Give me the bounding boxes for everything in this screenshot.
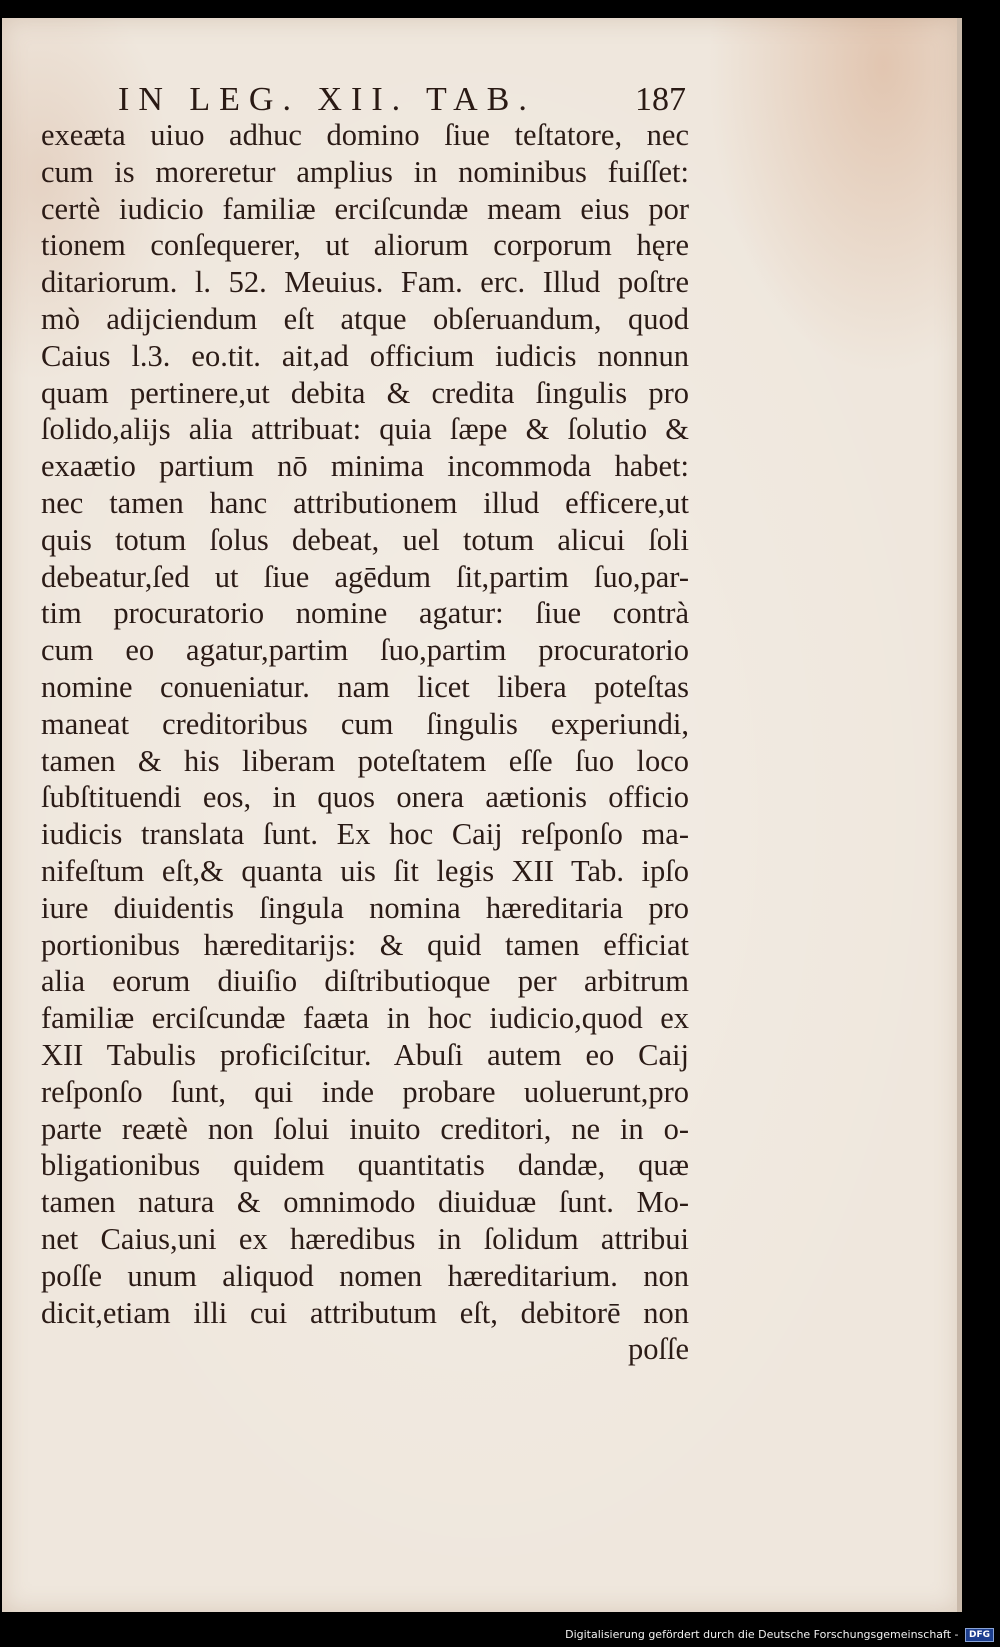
text-line: iure diuidentis ſingula nomina hæreditaria pro: [41, 890, 689, 925]
text-line: certè iudicio familiæ erciſcundæ meam eius por: [41, 191, 689, 226]
text-line: tamen & his liberam poteſtatem eſſe ſuo loco: [41, 743, 689, 778]
text-line: familiæ erciſcundæ faæta in hoc iudicio,quod ex: [41, 1001, 689, 1036]
text-line: tamen natura & omnimodo diuiduæ ſunt. Mo-: [41, 1185, 689, 1220]
text-line: alia eorum diuiſio diſtributioque per arbitrum: [41, 964, 689, 999]
text-line: exeæta uiuo adhuc domino ſiue teſtatore, nec: [41, 118, 689, 152]
text-line: mò adijciendum eſt atque obſeruandum, quod: [41, 301, 689, 336]
text-line: bligationibus quidem quantitatis dandæ, quæ: [41, 1148, 689, 1183]
text-line: nifeſtum eſt,& quanta uis ſit legis XII Tab. ipſo: [41, 853, 689, 888]
running-head-title: IN LEG. XII. TAB.: [118, 81, 536, 118]
text-line: poſſe unum aliquod nomen hæreditarium. non: [41, 1258, 689, 1293]
text-line: tionem conſequerer, ut aliorum corporum hęre: [41, 228, 689, 263]
body-text: [41, 117, 689, 1368]
text-line: cum eo agatur,partim ſuo,partim procuratorio: [41, 633, 689, 668]
text-line: iudicis translata ſunt. Ex hoc Caij reſponſo ma-: [41, 817, 689, 852]
text-line: nec tamen hanc attributionem illud efficere,ut: [41, 485, 689, 520]
dfg-logo: DFG: [965, 1628, 994, 1642]
text-line: nomine conueniatur. nam licet libera poteſtas: [41, 669, 689, 704]
text-line: debeatur,ſed ut ſiue agēdum ſit,partim ſuo,par-: [41, 559, 689, 594]
running-head: [118, 78, 686, 122]
footer-credit-text: Digitalisierung gefördert durch die Deutsche Forschungsgemeinschaft -: [565, 1628, 959, 1641]
text-line: poſſe: [628, 1332, 689, 1367]
text-line: reſponſo ſunt, qui inde probare uoluerunt,pro: [41, 1074, 689, 1109]
text-line: Caius l.3. eo.tit. ait,ad officium iudicis nonnun: [41, 338, 689, 373]
page-edge: [957, 18, 962, 1612]
text-line: XII Tabulis proficiſcitur. Abuſi autem eo Caij: [41, 1037, 689, 1072]
text-line: ſolido,alijs alia attribuat: quia ſæpe & ſolutio &: [41, 412, 689, 447]
text-line: ſubſtituendi eos, in quos onera aætionis officio: [41, 780, 689, 815]
text-line: ditariorum. l. 52. Meuius. Fam. erc. Illud poſtre: [41, 265, 689, 300]
text-line: quam pertinere,ut debita & credita ſingulis pro: [41, 375, 689, 410]
text-line: net Caius,uni ex hæredibus in ſolidum attribui: [41, 1221, 689, 1256]
text-line: parte reætè non ſolui inuito creditori, ne in o-: [41, 1111, 689, 1146]
text-line: cum is moreretur amplius in nominibus fuiſſet:: [41, 154, 689, 189]
text-line: portionibus hæreditarijs: & quid tamen efficiat: [41, 927, 689, 962]
text-line: dicit,etiam illi cui attributum eſt, debitorē non: [41, 1295, 689, 1330]
page-number: 187: [635, 81, 686, 118]
text-line: quis totum ſolus debeat, uel totum alicui ſoli: [41, 522, 689, 557]
text-line: exaætio partium nō minima incommoda habet:: [41, 449, 689, 484]
text-line: tim procuratorio nomine agatur: ſiue contrà: [41, 596, 689, 631]
text-line: maneat creditoribus cum ſingulis experiundi,: [41, 706, 689, 741]
footer-credit: [565, 1628, 994, 1642]
